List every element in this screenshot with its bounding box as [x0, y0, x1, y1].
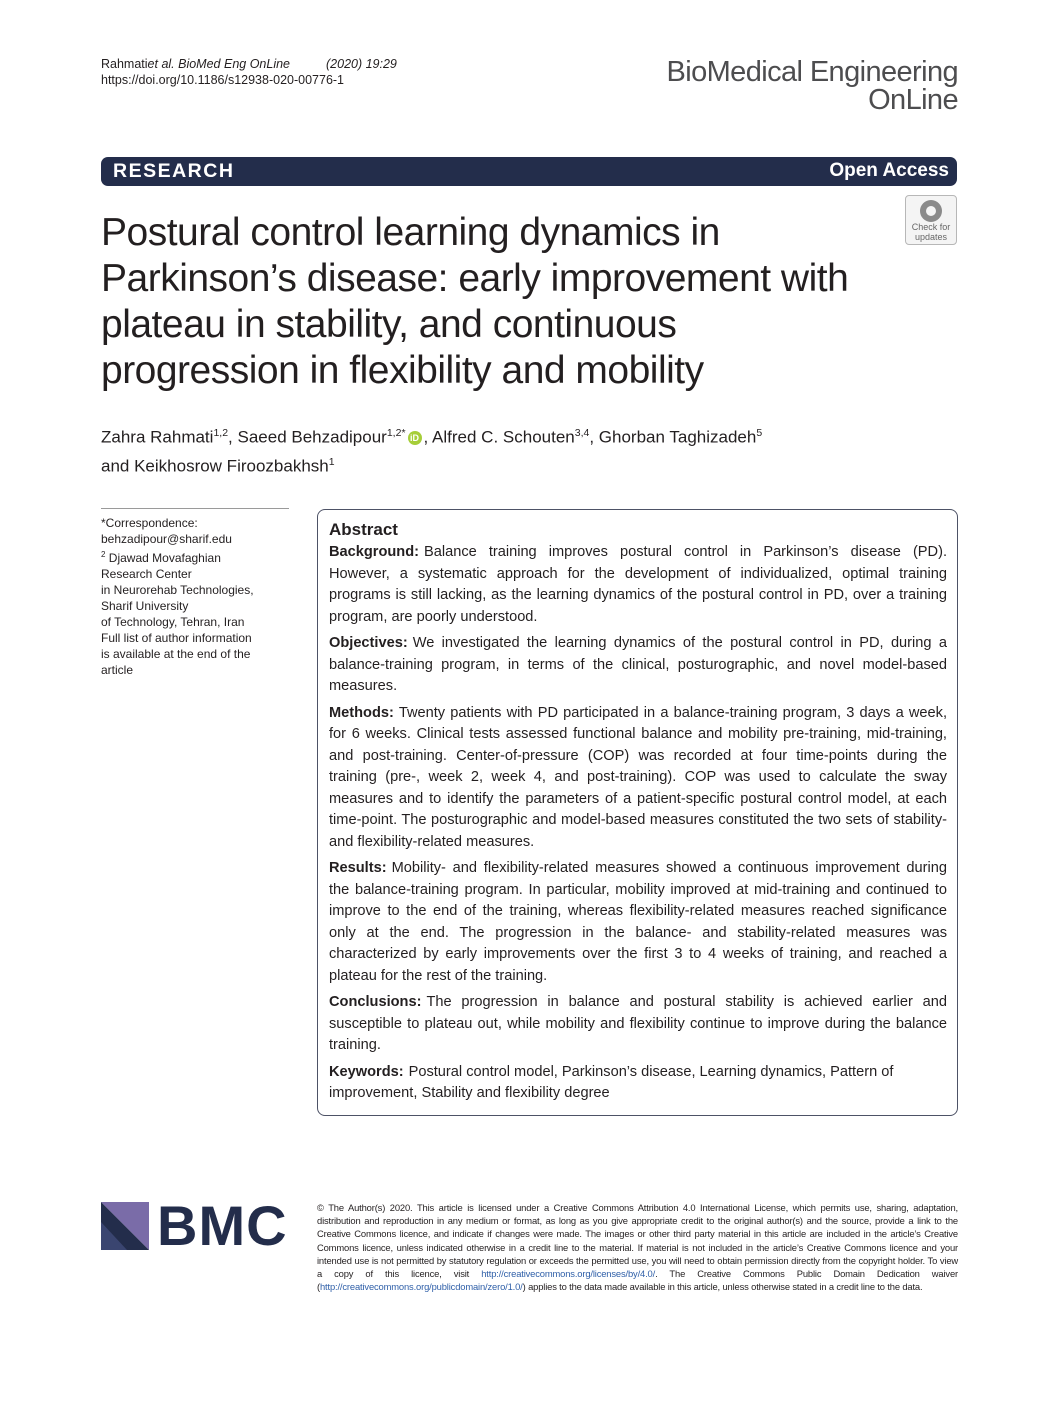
abstract-section-text: We investigated the learning dynamics of the postural control in PD, during a balance-training program, in terms of the clinical, posturographic, and novel model-based measures.: [329, 635, 947, 694]
author-affiliation: 3,4: [574, 427, 590, 439]
check-for-updates-button[interactable]: [905, 195, 957, 245]
author-name[interactable]: , Alfred C. Schouten: [423, 427, 575, 447]
author-affiliation: 5: [756, 427, 763, 439]
author-affiliation: 1,2*: [386, 427, 406, 439]
abstract-background: [329, 542, 947, 628]
public-domain-link[interactable]: http://creativecommons.org/publicdomain/zero/1.0/: [319, 1281, 523, 1293]
journal-name: [667, 58, 958, 114]
cite-year-volume: (2020) 19:29: [326, 57, 397, 71]
correspondence-email[interactable]: behzadipour@sharif.edu: [101, 532, 232, 546]
affiliation-line: Research Center: [101, 567, 192, 581]
license-text: © The Author(s) 2020. This article is licensed under a Creative Commons Attribution 4.0 International License, which permits use, sharing, adaptation, distribution and reproduction in any medium or format, as long as you give appropriate credit to the original author(s) and the source, provide a link to the Creative Commons licence, and indicate if changes were made. The images or other third party material in this article are included in the article’s Creative Commons licence, unless indicated otherwise in a credit line to the material. If material is not included in the article’s Creative Commons licence and your intended use is not permitted by statutory regulation or exceeds the permitted use, you will need to obtain permission directly from the copyright holder. To view a copy of this licence, visit: [317, 1202, 958, 1280]
abstract-section-label: Methods:: [329, 704, 394, 721]
abstract-section-text: Twenty patients with PD participated in a balance-training program, 3 days a week, for 6 weeks. Clinical tests assessed functional balance and mobility pre-training, mid-training, and post-training. Center-of-pressure (COP) was recorded at four time-points during the training (pre-, week 2, week 4, and post-training). COP was used to calculate the sway measures and to identify the parameters of a patient-specific postural control model, at each time-point. The posturographic and model-based measures constituted the two sets of stability- and flexibility-related measures.: [329, 704, 947, 850]
correspondence-label: *Correspondence:: [101, 516, 198, 530]
author-affiliation: 1,2: [213, 427, 229, 439]
abstract-box: [317, 509, 958, 1116]
affiliation-line: of Technology, Tehran, Iran: [101, 615, 245, 629]
orcid-icon[interactable]: iD: [408, 431, 422, 445]
abstract-keywords: [329, 1062, 947, 1105]
section-label: RESEARCH: [113, 160, 235, 182]
author-name[interactable]: and Keikhosrow Firoozbakhsh: [101, 456, 329, 476]
abstract-heading: Abstract: [329, 520, 398, 539]
citation-header: [101, 56, 397, 88]
journal-name-line2: OnLine: [868, 84, 958, 116]
license-statement: [317, 1201, 958, 1293]
author-info-note-line: article: [101, 663, 134, 677]
check-updates-icon: [920, 200, 942, 222]
author-info-note-line: Full list of author information: [101, 631, 252, 645]
affiliation-line: Sharif University: [101, 599, 189, 613]
correspondence-box: [101, 508, 289, 678]
affiliation-first-line: [101, 547, 289, 566]
author-info-note-line: is available at the end of the: [101, 647, 251, 661]
abstract-results: [329, 858, 947, 987]
abstract-methods: [329, 703, 947, 854]
affiliation-line: Djawad Movafaghian: [108, 551, 221, 565]
cite-author: Rahmati: [101, 57, 148, 71]
abstract-section-label: Background:: [329, 544, 419, 560]
article-title: Postural control learning dynamics in Parkinson’s disease: early improvement with plateau in stability, and continuous progression in flexibility and mobility: [101, 211, 849, 392]
license-link[interactable]: http://creativecommons.org/licenses/by/4.0/: [481, 1268, 656, 1280]
license-text: . The Creative Commons Public Domain Dedication waiver (: [317, 1268, 958, 1293]
author-name[interactable]: , Saeed Behzadipour: [228, 427, 387, 447]
license-text: ) applies to the data made available in this article, unless otherwise stated in a credit line to the data.: [522, 1281, 923, 1293]
abstract-objectives: [329, 633, 947, 698]
check-updates-line2: updates: [914, 232, 948, 242]
open-access-label: Open Access: [829, 160, 949, 181]
bmc-logo-mark-icon: [101, 1202, 149, 1250]
abstract-section-text: Postural control model, Parkinson’s disease, Learning dynamics, Pattern of improvement, Stability and flexibility degree: [329, 1063, 894, 1101]
affiliation-line: in Neurorehab Technologies,: [101, 583, 254, 597]
bmc-logo: [101, 1194, 293, 1257]
author-affiliation: 1: [328, 455, 335, 468]
author-name[interactable]: Zahra Rahmati: [101, 427, 214, 447]
doi-link[interactable]: https://doi.org/10.1186/s12938-020-00776-1: [101, 73, 345, 87]
abstract-conclusions: [329, 992, 947, 1057]
abstract-section-text: The progression in balance and postural stability is achieved earlier and susceptible to plateau out, while mobility and flexibility continue to improve during the balance training.: [329, 994, 947, 1053]
abstract-section-text: Balance training improves postural control in Parkinson’s disease (PD). However, a systematic approach for the development of individualized, optimal training programs is still lacking, as the learning dynamics of the postural control in PD, over a training program, are poorly understood.: [329, 544, 947, 625]
cite-journal: et al. BioMed Eng OnLine: [147, 57, 290, 71]
check-updates-line1: Check for: [911, 222, 951, 232]
abstract-section-label: Conclusions:: [329, 994, 422, 1010]
abstract-section-text: Mobility- and flexibility-related measures showed a continuous improvement during the balance-training program. In particular, mobility improved at mid-training and continued to improve to the end of the training, whereas flexibility-related measures reached significance only at the end. The progression in the balance- and stability-related measures was characterized by early improvements over the first 3 to 4 weeks of training, and reached a plateau for the rest of the training.: [329, 860, 947, 984]
author-name[interactable]: , Ghorban Taghizadeh: [589, 427, 757, 447]
abstract-section-label: Results:: [329, 860, 387, 876]
affiliation-sup: 2: [101, 550, 106, 559]
abstract-section-label: Objectives:: [329, 635, 408, 651]
journal-name-line1: BioMedical Engineering: [666, 56, 958, 88]
author-list: [101, 421, 901, 478]
abstract-section-label: Keywords:: [329, 1063, 404, 1080]
bmc-logo-text: BMC: [157, 1194, 288, 1257]
section-banner: [101, 157, 957, 186]
